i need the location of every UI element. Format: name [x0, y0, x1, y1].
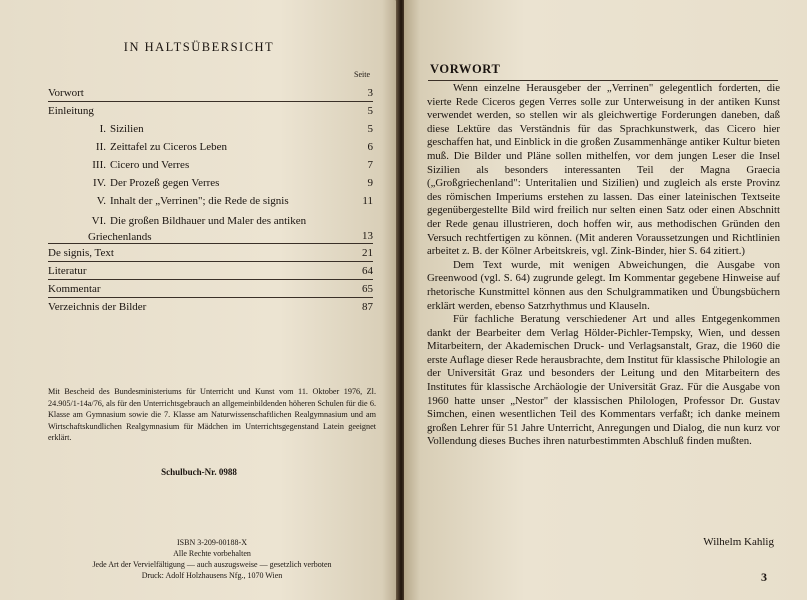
rights-line: Alle Rechte vorbehalten — [173, 549, 251, 558]
author-signature: Wilhelm Kahlig — [703, 536, 774, 548]
foreword-paragraph: Dem Text wurde, mit wenigen Abweichungen, die Ausgabe von Greenwood (vgl. S. 64) zugrunde gelegt. Im Kommentar gegebene Hinweise auf rhetorische Kunstmittel können aus den Schulgrammatiken und Übungsbüchern erklärt werden, ebenso Satzrhythmus und Klauseln. — [427, 258, 780, 312]
foreword-paragraph: Für fachliche Beratung verschiedener Art und alles Entgegenkommen dankt der Bearbeiter dem Verlag Hölder-Pichler-Tempsky, Wien, und dessen Mitarbeitern, der Akademischen Druck- und Verlagsanstalt, Graz, die 1960 die erste Auflage dieser Rede herausbrachte, dem Institut für klassische Philologie an der Universität Graz und besonders der Leitung und den Mitarbeitern des Institutes für klassische Archäologie der Universität Graz. Für die Ausgabe von 1960 hatte unser „Nestor" der klassischen Philologen, Professor Dr. Gustav Simchen, einen wesentlichen Teil des Kommentars verfaßt; ich danke meinem großen Lehrer für 51 Jahre Unterricht, Anregungen und Dialog, die nun kurz vor Vollendung dieses Buches ihren naturbestimmten Abschluß finden mußten. — [427, 313, 780, 448]
title-rule — [428, 80, 778, 81]
seite-label: Seite — [354, 70, 370, 79]
toc-row: II. Zeittafel zu Ciceros Leben 6 — [95, 141, 373, 153]
toc-row: De signis, Text 21 — [48, 244, 373, 262]
toc-row: III. Cicero und Verres 7 — [92, 159, 373, 171]
foreword-paragraph: Wenn einzelne Herausgeber der „Verrinen" gelegentlich forderten, die vierte Rede Ciceros gegen Verres solle zur Unterweisung in der antiken Kunst verwendet werden, so stellen wir als gleichwertige Forderungen daneben, daß diese Lektüre das Verständnis für das Sprachkunstwerk, das Cicero hier geschaffen hat, und Einblick in die großen Zusammenhänge antiker Kultur bieten muß. Die Bilder und Pläne sollen mithelfen, vor dem jungen Leser die Insel Sizilien als besonders interessanten Teil der Magna Graecia („Großgriechenland": Unteritalien und Sizilien) und zugleich als erste Provinz des römischen Imperiums erstehen zu lassen. Das einer lateinischen Textseite gegenübergestellte Bild wird freilich nur selten einen Satz oder einen Abschnitt der Rede genau illustrieren, doch hoffen wir, aus methodischen Gründen den Versuch rechtfertigen zu können. (Mit anderen Voraussetzungen und Richtlinien arbeitet z. B. der Kölner Arbeitskreis, vgl. Zink-Binder, hier S. 64 zitiert.) — [427, 82, 780, 258]
copy-notice: Jede Art der Vervielfältigung — auch auszugsweise — gesetzlich verboten — [92, 560, 332, 569]
toc-row: Einleitung 5 — [48, 105, 373, 117]
toc-row: Verzeichnis der Bilder 87 — [48, 301, 373, 313]
toc-title: IN HALTSÜBERSICHT — [123, 40, 275, 54]
foreword-title: VORWORT — [430, 62, 501, 76]
foreword-text — [427, 82, 780, 449]
printer-line: Druck: Adolf Holzhausens Nfg., 1070 Wien — [141, 571, 283, 580]
toc-row: V. Inhalt der „Verrinen"; die Rede de signis 11 — [96, 195, 373, 207]
ministry-approval-notice: Mit Bescheid des Bundesministeriums für Unterricht und Kunst vom 11. Oktober 1976, Zl. 24.905/1-14a/76, als für den Unterrichtsgebrauch an allgemeinbildenden höheren Schulen für die 6. Klasse am Gymnasium sowie die 7. Klasse am Naturwissenschaftlichen Realgymnasium und am Wirtschaftskundlichen Realgymnasium für Mädchen im Unterrichtsgegenstand Latein geeignet erklärt. — [48, 387, 376, 442]
page-number: 3 — [761, 570, 767, 584]
schulbuch-number: Schulbuch-Nr. 0988 — [161, 467, 237, 477]
left-page — [0, 0, 398, 600]
isbn: ISBN 3-209-00188-X — [177, 538, 247, 547]
toc-row: IV. Der Prozeß gegen Verres 9 — [93, 177, 373, 189]
imprint — [62, 537, 362, 581]
table-of-contents — [48, 84, 373, 316]
toc-row: Kommentar 65 — [48, 280, 373, 298]
toc-row: VI. Die großen Bildhauer und Maler des antiken Griechenlands 13 — [48, 210, 373, 244]
toc-row: I. Sizilien 5 — [99, 123, 373, 135]
toc-row: Literatur 64 — [48, 262, 373, 280]
toc-row: Vorwort 3 — [48, 84, 373, 102]
